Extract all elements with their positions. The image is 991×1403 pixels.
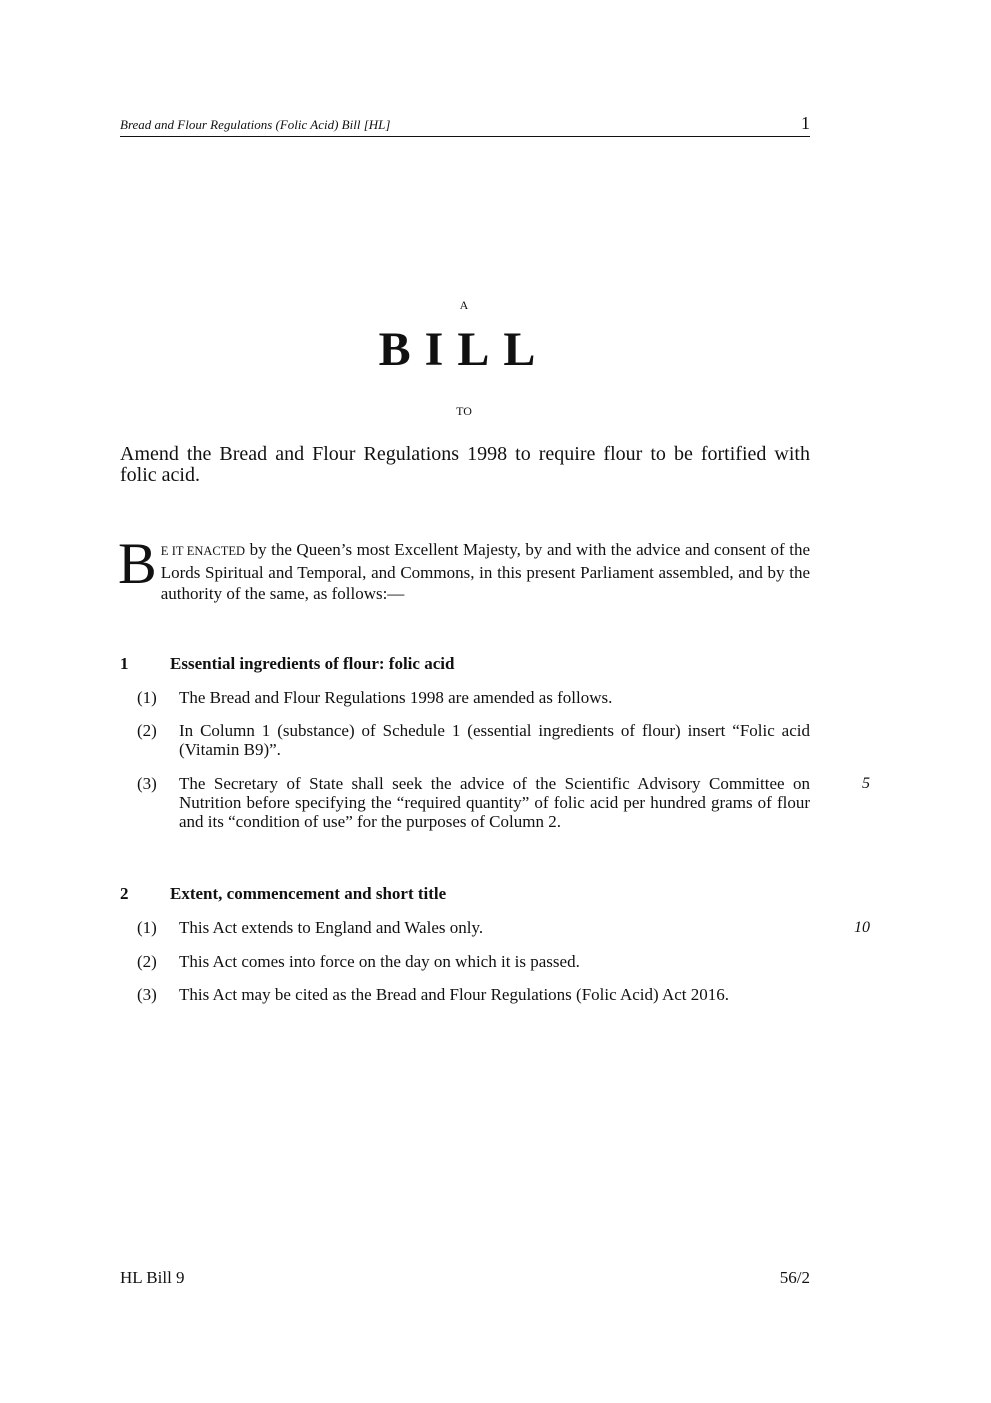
drop-cap: B [118,531,157,596]
subsection-number: (3) [137,985,157,1004]
section-title: Essential ingredients of flour: folic acid [170,654,455,673]
subsection-text: The Bread and Flour Regulations 1998 are amended as follows. [179,688,613,707]
enacting-formula [118,531,810,604]
subsection-number: (3) [137,774,157,793]
running-header-title: Bread and Flour Regulations (Folic Acid) Bill [HL] [120,117,391,132]
section-title: Extent, commencement and short title [170,884,447,903]
header-rule [120,136,810,137]
subsection-text: This Act may be cited as the Bread and Flour Regulations (Folic Acid) Act 2016. [179,985,730,1004]
bill-heading: BILL [378,323,550,376]
footer-print-ref: 56/2 [779,1268,810,1287]
subsection-text: This Act extends to England and Wales only. [179,918,484,937]
subsection-number: (2) [137,952,157,971]
subsection-text: The Secretary of State shall seek the advice of the Scientific Advisory Committee on Nutrition before specifying the “required quantity” of folic acid per hundred grams of flour and its “condition of use” for the purposes of Column 2. [179,774,810,831]
subsection-number: (1) [137,688,157,707]
section-number: 1 [120,654,129,673]
line-number: 5 [862,775,870,792]
subsection-text: This Act comes into force on the day on which it is passed. [179,952,580,971]
title-a: A [459,298,469,312]
page-number: 1 [801,113,810,133]
title-to: TO [456,404,472,418]
section-number: 2 [120,884,129,903]
footer-bill-number: HL Bill 9 [120,1268,185,1287]
subsection-number: (1) [137,918,157,937]
long-title: Amend the Bread and Flour Regulations 1998 to require flour to be fortified with folic acid. [120,443,810,486]
subsection-number: (2) [137,721,157,740]
line-number: 10 [854,919,870,936]
enacting-text: by the Queen’s most Excellent Majesty, by and with the advice and consent of the Lords Spiritual and Temporal, and Commons, in this present Parliament assembled, and by the authority of the same, as follows:— [160,540,810,603]
enacting-small-caps: E IT ENACTED [160,544,246,558]
subsection-text: In Column 1 (substance) of Schedule 1 (essential ingredients of flour) insert “Folic acid (Vitamin B9)”. [179,721,810,759]
